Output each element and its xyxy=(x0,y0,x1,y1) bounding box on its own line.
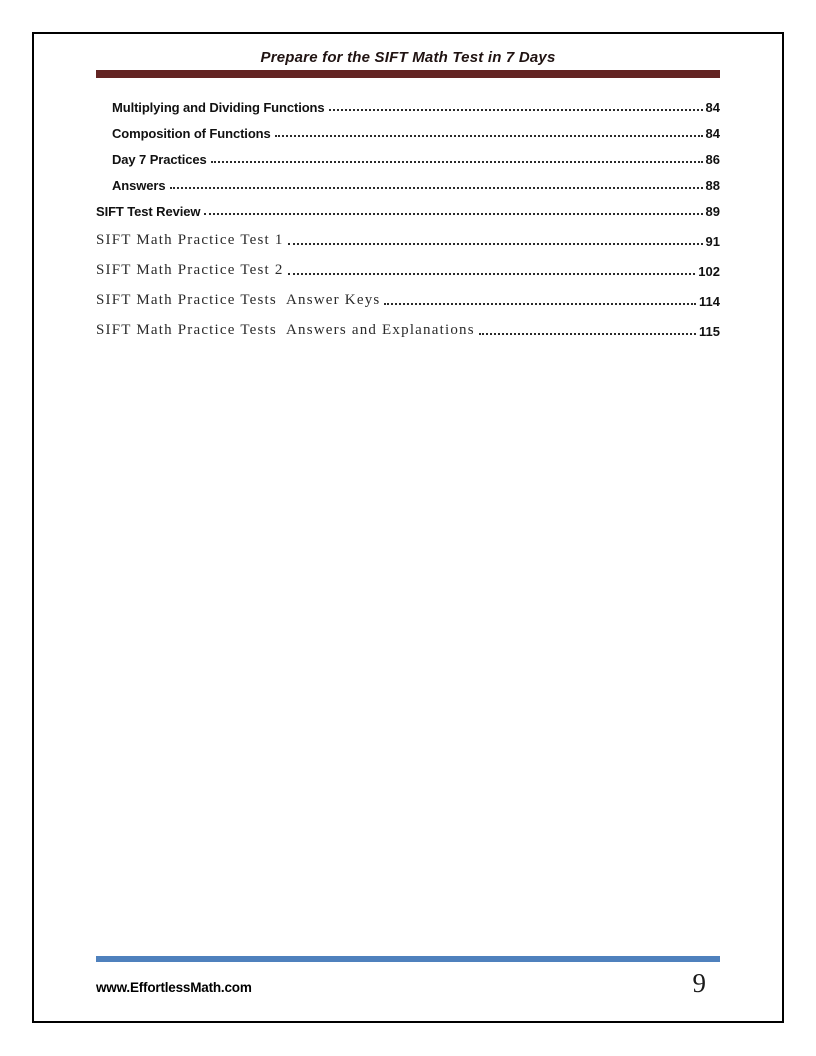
dot-leader xyxy=(211,161,703,163)
toc-entry-page: 102 xyxy=(698,264,720,279)
toc-entry-label: SIFT Math Practice Test 1 xyxy=(96,232,284,248)
page-number: 9 xyxy=(692,968,706,998)
footer-row xyxy=(96,970,720,996)
footer-rule xyxy=(96,956,720,962)
toc-entry-label: Answers xyxy=(112,178,166,193)
toc-entry-label: Composition of Functions xyxy=(112,126,271,141)
toc-entry[interactable] xyxy=(96,167,720,193)
dot-leader xyxy=(479,333,696,335)
toc-entry[interactable] xyxy=(96,115,720,141)
toc-entry-label: SIFT Math Practice Test 2 xyxy=(96,262,284,278)
toc-entry-label: SIFT Math Practice Tests Answers and Explanations xyxy=(96,322,475,338)
toc-entry-label: SIFT Math Practice Tests Answer Keys xyxy=(96,292,381,308)
table-of-contents xyxy=(96,89,720,339)
toc-entry[interactable] xyxy=(96,141,720,167)
toc-entry[interactable] xyxy=(96,279,720,309)
toc-entry-page: 115 xyxy=(699,324,720,339)
toc-entry[interactable] xyxy=(96,89,720,115)
page-border xyxy=(32,32,784,1023)
toc-entry-label: SIFT Test Review xyxy=(96,204,201,219)
toc-entry-page: 88 xyxy=(705,178,720,193)
toc-entry[interactable] xyxy=(96,249,720,279)
page-footer xyxy=(96,956,720,996)
toc-entry-label: Day 7 Practices xyxy=(112,152,207,167)
toc-entry[interactable] xyxy=(96,309,720,339)
header-rule xyxy=(96,70,720,78)
toc-entry-page: 84 xyxy=(705,100,720,115)
toc-entry[interactable] xyxy=(96,193,720,219)
website-link[interactable]: www.EffortlessMath.com xyxy=(96,980,252,995)
page-title: Prepare for the SIFT Math Test in 7 Days xyxy=(260,49,556,66)
toc-entry-page: 114 xyxy=(699,294,720,309)
dot-leader xyxy=(384,303,696,305)
dot-leader xyxy=(170,187,703,189)
page-content xyxy=(34,49,782,339)
dot-leader xyxy=(329,109,703,111)
toc-entry-label: Multiplying and Dividing Functions xyxy=(112,100,325,115)
toc-entry-page: 84 xyxy=(705,126,720,141)
dot-leader xyxy=(288,243,703,245)
toc-entry-page: 89 xyxy=(705,204,720,219)
dot-leader xyxy=(275,135,703,137)
toc-entry[interactable] xyxy=(96,219,720,249)
dot-leader xyxy=(288,273,696,275)
toc-entry-page: 91 xyxy=(705,234,720,249)
dot-leader xyxy=(204,213,702,215)
toc-entry-page: 86 xyxy=(705,152,720,167)
